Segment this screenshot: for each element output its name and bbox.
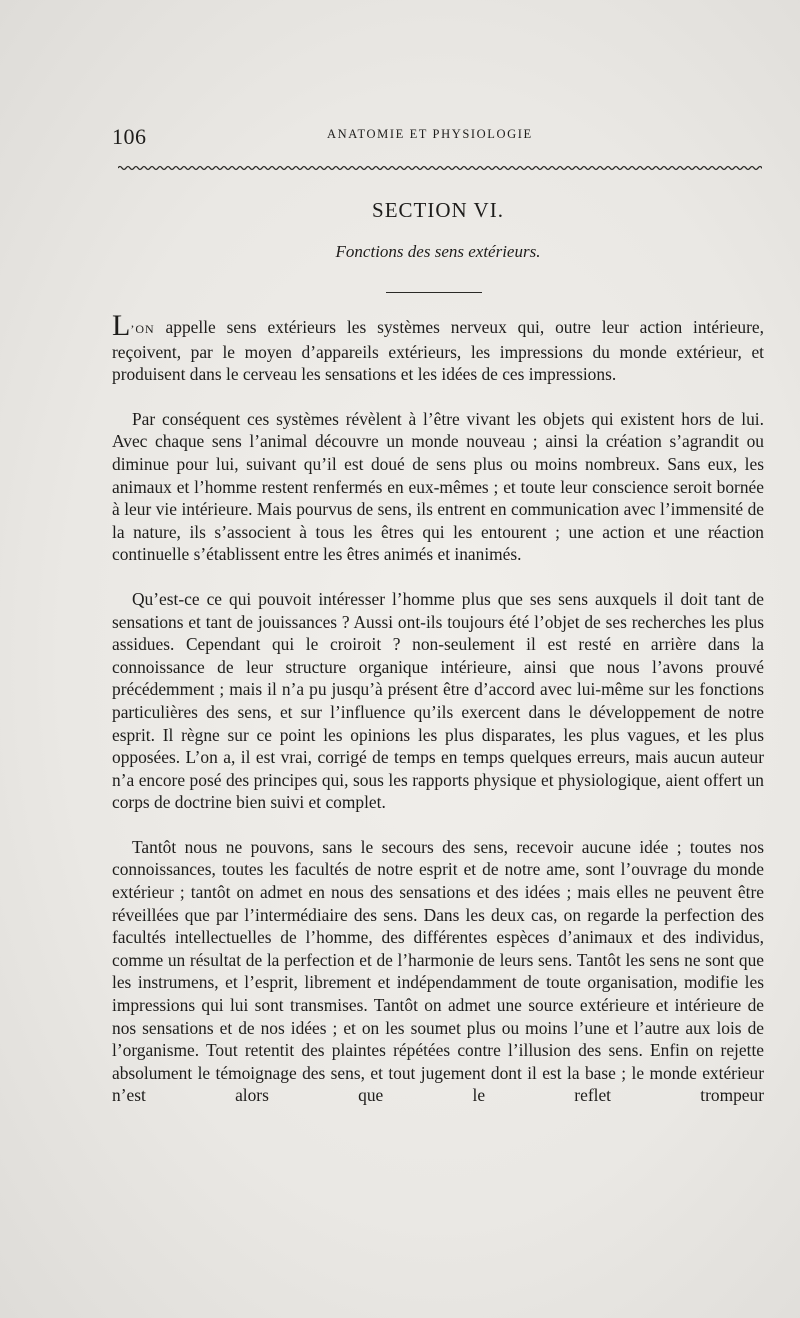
- paragraph-1: [112, 309, 764, 386]
- running-head: [112, 124, 764, 154]
- section-title: SECTION VI.: [372, 198, 504, 222]
- drop-cap: L: [112, 309, 131, 342]
- paragraph-1-text: appelle sens extérieurs les systèmes nerveux qui, outre leur action intérieure, reçoivent, par le moyen d’appareils extérieurs, les impressions du monde extérieur, et produisent dans le cerveau les sensations et les idées de ces impressions.: [112, 317, 764, 385]
- title-rule: [386, 292, 482, 293]
- running-title: ANATOMIE ET PHYSIOLOGIE: [327, 127, 533, 141]
- paragraph-3: Qu’est-ce ce qui pouvoit intéresser l’homme plus que ses sens auxquels il doit tant de sensations et tant de jouissances ? Aussi ont-ils toujours été l’objet de ses recherches les plus assidues. Cependant qui le croiroit ? non-seulement il est resté en arrière dans la connoissance de leur structure organique intérieure, ainsi que nous l’avons prouvé précédemment ; mais il n’a pu jusqu’à présent être d’accord avec lui-même sur les fonctions particulières des sens, et sur l’influence qu’ils exercent dans le développement de notre esprit. Il règne sur ce point les opinions les plus disparates, les plus vagues, et les plus opposées. L’on a, il est vrai, corrigé de temps en temps quelques erreurs, mais aucun auteur n’a encore posé des principes qui, sous les rapports physique et physiologique, aient offert un corps de doctrine bien suivi et complet.: [112, 588, 764, 813]
- paragraph-2: Par conséquent ces systèmes révèlent à l’être vivant les objets qui existent hors de lui. Avec chaque sens l’animal découvre un monde nouveau ; ainsi la création s’agrandit ou diminue pour lui, suivant qu’il est doué de sens plus ou moins nombreux. Sans eux, les animaux et l’homme restent renfermés en eux-mêmes ; et toute leur conscience seroit bornée à leur vie intérieure. Mais pourvus de sens, ils entrent en communication avec l’immensité de la nature, ils s’associent à tous les êtres qui les entourent ; une action et une réaction continuelle s’établissent entre les êtres animés et inanimés.: [112, 408, 764, 565]
- wavy-header-rule: [118, 164, 762, 172]
- paragraph-4: Tantôt nous ne pouvons, sans le secours des sens, recevoir aucune idée ; toutes nos connoissances, toutes les facultés de notre esprit et de notre ame, sont l’ouvrage du monde extérieur ; tantôt on admet en nous des sensations et des idées ; mais elles ne peuvent être réveillées que par l’intermédiaire des sens. Dans les deux cas, on regarde la perfection des facultés intellectuelles de l’homme, des différentes espèces d’animaux et des individus, comme un résultat de la perfection et de l’harmonie de leurs sens. Tantôt les sens ne sont que les instrumens, et l’esprit, librement et indépendamment de toute organisation, modifie les impressions qui lui sont transmises. Tantôt on admet une source extérieure et intérieure de nos sensations et de nos idées ; et on les soumet plus ou moins l’une et l’autre aux lois de l’organisme. Tout retentit des plaintes répétées contre l’illusion des sens. Enfin on rejette absolument le témoignage des sens, et tout jugement dont il est la base ; le monde extérieur n’est alors que le reflet trompeur: [112, 836, 764, 1106]
- body-text: [112, 309, 764, 1107]
- page-number: 106: [112, 124, 147, 149]
- small-caps-opening: ’ON: [130, 322, 155, 336]
- section-subtitle: Fonctions des sens extérieurs.: [335, 242, 541, 261]
